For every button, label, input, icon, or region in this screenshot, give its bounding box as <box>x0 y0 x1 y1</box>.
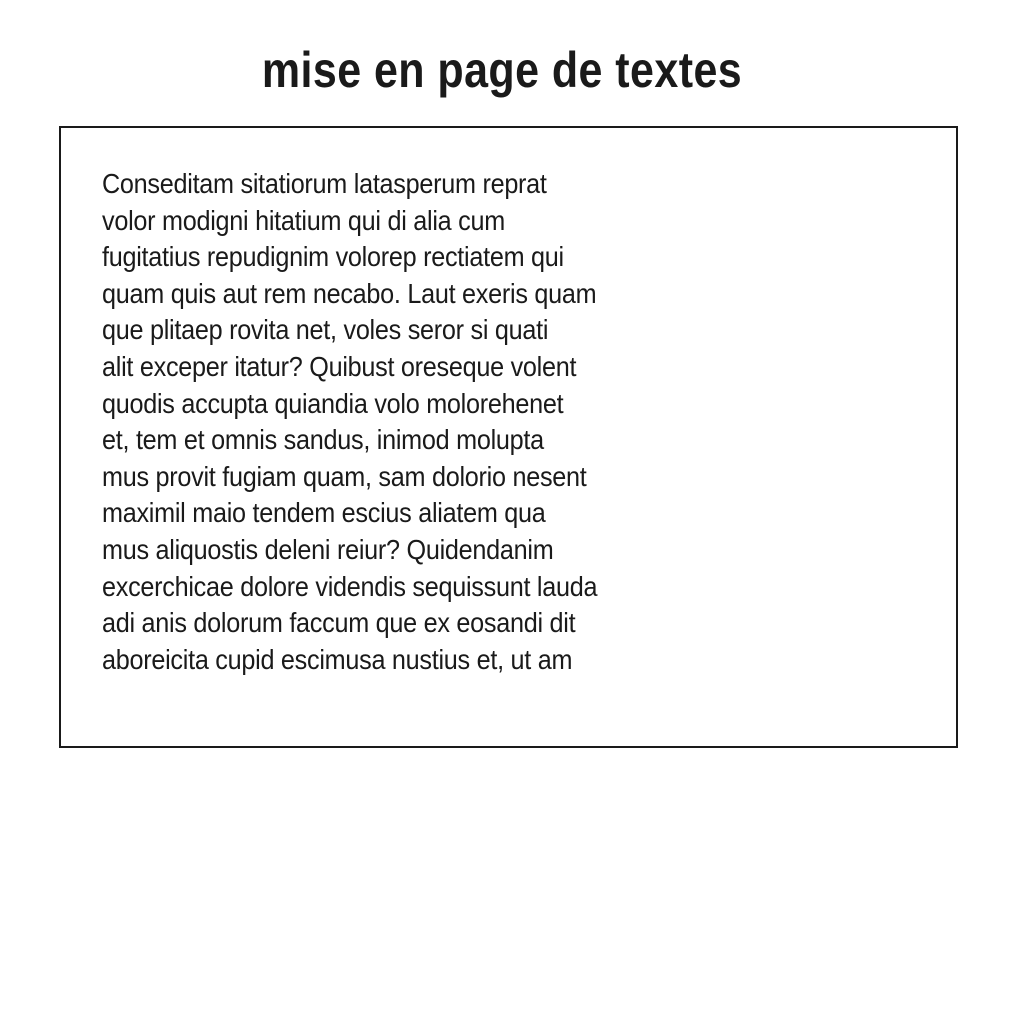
page-title: mise en page de textes <box>261 42 743 98</box>
text-line: quam quis aut rem necabo. Laut exeris quam <box>102 277 597 309</box>
text-line: aboreicita cupid escimusa nustius et, ut am <box>102 643 573 675</box>
text-line: fugitatius repudignim volorep rectiatem qui <box>102 241 564 273</box>
text-block <box>102 166 742 678</box>
text-line: quodis accupta quiandia volo molorehenet <box>102 387 564 419</box>
text-line: et, tem et omnis sandus, inimod molupta <box>102 424 544 456</box>
text-line: mus provit fugiam quam, sam dolorio nesent <box>102 460 587 492</box>
text-line: maximil maio tendem escius aliatem qua <box>102 497 546 529</box>
text-line: adi anis dolorum faccum que ex eosandi dit <box>102 607 576 639</box>
text-line: volor modigni hitatium qui di alia cum <box>102 204 505 236</box>
text-line: que plitaep rovita net, voles seror si quati <box>102 314 549 346</box>
text-line: excerchicae dolore videndis sequissunt lauda <box>102 570 598 602</box>
text-line: alit exceper itatur? Quibust oreseque volent <box>102 350 577 382</box>
text-line: mus aliquostis deleni reiur? Quidendanim <box>102 533 554 565</box>
text-line: Conseditam sitatiorum latasperum reprat <box>102 168 547 199</box>
